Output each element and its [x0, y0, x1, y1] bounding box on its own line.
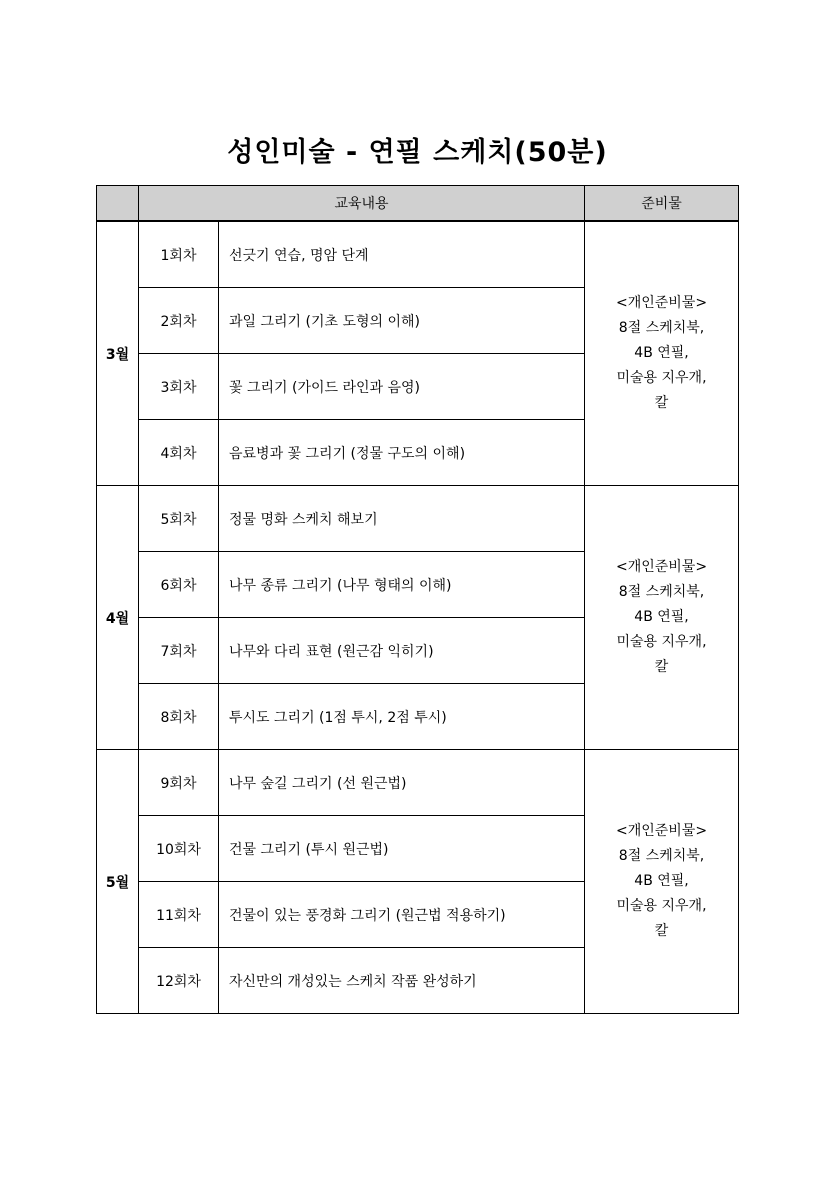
prep-line: 8절 스케치북,	[618, 848, 705, 864]
month-cell: 3월	[97, 221, 139, 486]
table-header-row	[97, 186, 739, 222]
page-title: 성인미술 - 연필 스케치(50분)	[227, 137, 608, 168]
session-number: 6회차	[139, 552, 219, 618]
prep-line: <개인준비물>	[615, 559, 708, 575]
prep-line: 8절 스케치북,	[618, 584, 705, 600]
session-number: 11회차	[139, 882, 219, 948]
prep-line: 4B 연필,	[634, 345, 689, 361]
session-content: 건물이 있는 풍경화 그리기 (원근법 적용하기)	[219, 882, 585, 948]
session-content: 정물 명화 스케치 해보기	[219, 486, 585, 552]
session-number: 12회차	[139, 948, 219, 1014]
session-content: 투시도 그리기 (1점 투시, 2점 투시)	[219, 684, 585, 750]
session-content: 나무 숲길 그리기 (선 원근법)	[219, 750, 585, 816]
header-prep-cell: 준비물	[585, 186, 739, 222]
session-number: 8회차	[139, 684, 219, 750]
table-row	[97, 750, 739, 816]
prep-cell	[585, 486, 739, 750]
session-content: 음료병과 꽃 그리기 (정물 구도의 이해)	[219, 420, 585, 486]
session-content: 나무 종류 그리기 (나무 형태의 이해)	[219, 552, 585, 618]
session-number: 3회차	[139, 354, 219, 420]
prep-line: <개인준비물>	[615, 295, 708, 311]
prep-line: 8절 스케치북,	[618, 320, 705, 336]
prep-line: 4B 연필,	[634, 873, 689, 889]
prep-line: 4B 연필,	[634, 609, 689, 625]
session-number: 10회차	[139, 816, 219, 882]
prep-cell	[585, 221, 739, 486]
prep-line: 칼	[654, 659, 669, 675]
prep-line: <개인준비물>	[615, 823, 708, 839]
header-month-cell	[97, 186, 139, 222]
session-content: 건물 그리기 (투시 원근법)	[219, 816, 585, 882]
month-cell: 5월	[97, 750, 139, 1014]
session-content: 자신만의 개성있는 스케치 작품 완성하기	[219, 948, 585, 1014]
prep-line: 미술용 지우개,	[616, 898, 707, 914]
session-content: 꽃 그리기 (가이드 라인과 음영)	[219, 354, 585, 420]
session-content: 선긋기 연습, 명암 단계	[219, 221, 585, 288]
month-cell: 4월	[97, 486, 139, 750]
session-number: 2회차	[139, 288, 219, 354]
session-number: 1회차	[139, 221, 219, 288]
session-content: 과일 그리기 (기초 도형의 이해)	[219, 288, 585, 354]
prep-line: 미술용 지우개,	[616, 370, 707, 386]
header-content-cell: 교육내용	[139, 186, 585, 222]
table-row	[97, 486, 739, 552]
prep-cell	[585, 750, 739, 1014]
prep-line: 칼	[654, 395, 669, 411]
session-number: 7회차	[139, 618, 219, 684]
session-number: 9회차	[139, 750, 219, 816]
table-row	[97, 221, 739, 288]
session-content: 나무와 다리 표현 (원근감 익히기)	[219, 618, 585, 684]
session-number: 5회차	[139, 486, 219, 552]
prep-line: 미술용 지우개,	[616, 634, 707, 650]
session-number: 4회차	[139, 420, 219, 486]
curriculum-table	[96, 185, 739, 1014]
prep-line: 칼	[654, 923, 669, 939]
